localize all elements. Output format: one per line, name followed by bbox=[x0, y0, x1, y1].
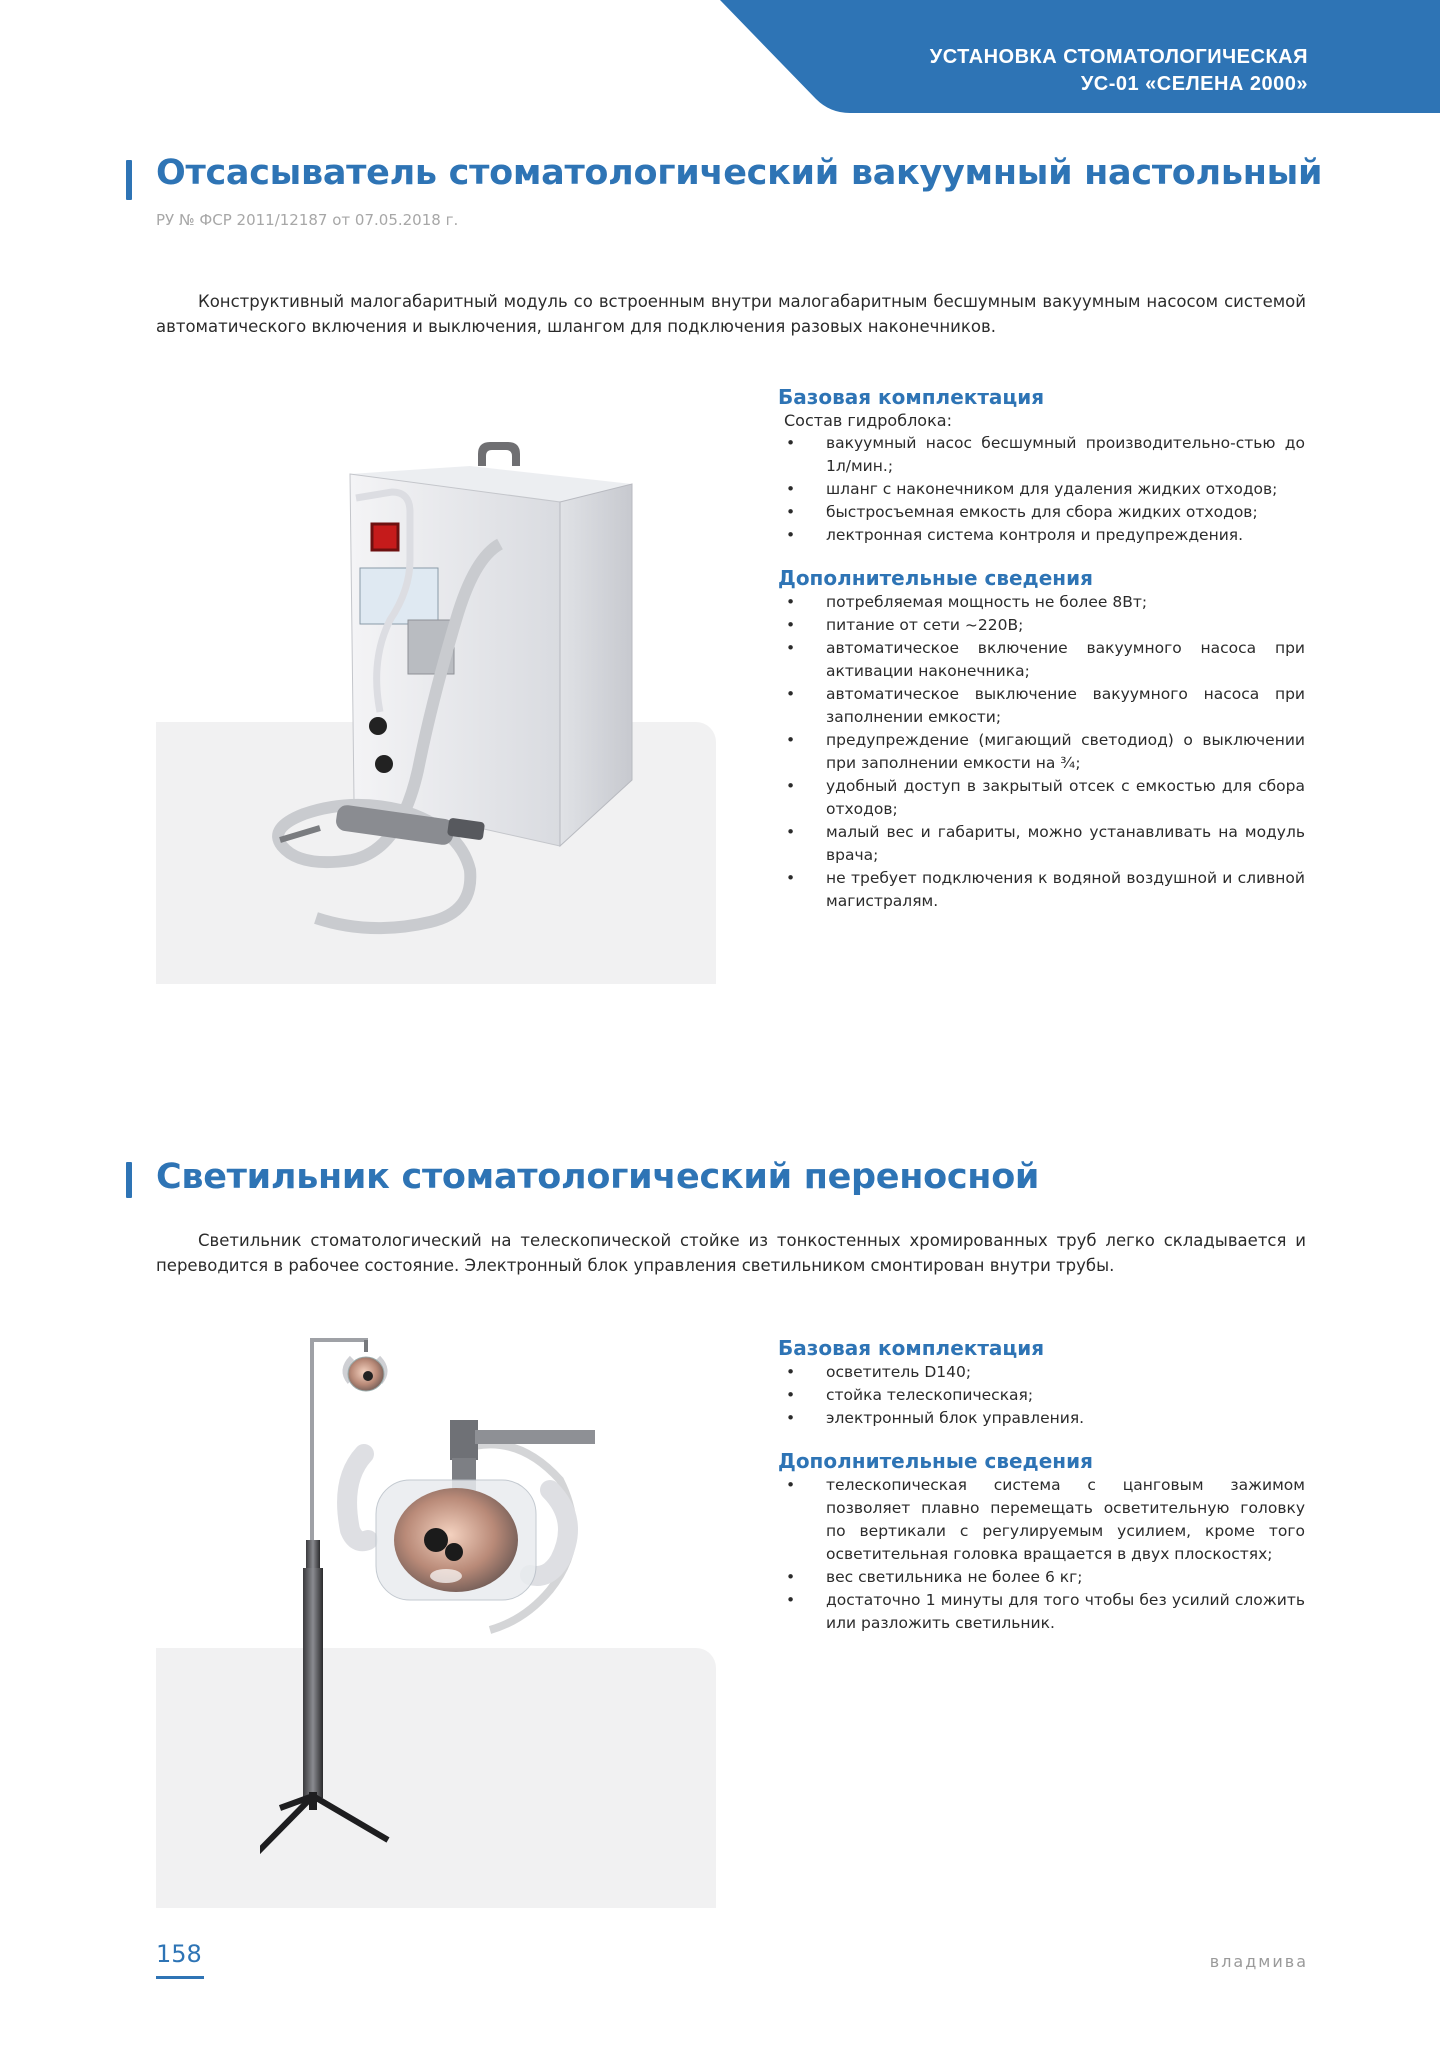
page-number-underline bbox=[156, 1976, 204, 1979]
list-item: • осветитель D140; bbox=[778, 1361, 1305, 1384]
section2-intro: Светильник стоматологический на телескопической стойке из тонкостенных хромированных труб легко складывается и переводится в рабочее состояние. Электронный блок управления светильником смонтирован внутри трубы. bbox=[156, 1231, 1306, 1275]
list-item: • малый вес и габариты, можно устанавливать на модуль врача; bbox=[786, 823, 1305, 864]
section2-specs bbox=[778, 1335, 1305, 1635]
section1-specs bbox=[778, 384, 1305, 913]
bullet-icon: • bbox=[786, 869, 796, 887]
bullet-icon: • bbox=[786, 480, 796, 498]
section1-extra-list bbox=[778, 591, 1305, 913]
section2-basic-heading: Базовая комплектация bbox=[778, 1336, 1045, 1360]
header-line-1: УСТАНОВКА СТОМАТОЛОГИЧЕСКАЯ bbox=[929, 46, 1308, 68]
list-item: • вес светильника не более 6 кг; bbox=[778, 1566, 1305, 1589]
list-item: • потребляемая мощность не более 8Вт; bbox=[778, 591, 1305, 614]
dental-lamp-photo bbox=[260, 1330, 610, 1870]
bullet-icon: • bbox=[786, 503, 796, 521]
brand-name: владмива bbox=[1209, 1952, 1308, 1971]
section1-basic-list bbox=[778, 432, 1305, 547]
bullet-icon: • bbox=[786, 731, 796, 749]
section1-title-bar bbox=[126, 160, 132, 200]
list-item: • стойка телескопическая; bbox=[778, 1384, 1305, 1407]
bullet-icon: • bbox=[786, 685, 796, 703]
section2-extra-heading: Дополнительные сведения bbox=[778, 1449, 1093, 1473]
header-title bbox=[748, 44, 1308, 98]
list-item: • шланг с наконечником для удаления жидких отходов; bbox=[778, 478, 1305, 501]
bullet-icon: • bbox=[786, 593, 796, 611]
list-item: • не требует подключения к водяной воздушной и сливной магистралям. bbox=[786, 869, 1305, 910]
list-item: • достаточно 1 минуты для того чтобы без усилий сложить или разложить светильник. bbox=[786, 1591, 1305, 1632]
list-item: • телескопическая система с цанговым зажимом позволяет плавно перемещать осветительную головку по вертикали с регулируемым усилием, кроме того осветительная головка вращается в двух плоскостях; bbox=[786, 1476, 1305, 1563]
bullet-icon: • bbox=[786, 526, 796, 544]
section2-basic-list bbox=[778, 1361, 1305, 1430]
list-item: • питание от сети ~220В; bbox=[778, 614, 1305, 637]
list-item: • предупреждение (мигающий светодиод) о выключении при заполнении емкости на ¾; bbox=[786, 731, 1305, 772]
page-number: 158 bbox=[156, 1940, 202, 1968]
list-item: • автоматическое выключение вакуумного насоса при заполнении емкости; bbox=[786, 685, 1305, 726]
bullet-icon: • bbox=[786, 1476, 796, 1494]
list-item: • автоматическое включение вакуумного насоса при активации наконечника; bbox=[786, 639, 1305, 680]
section1-basic-subheading: Состав гидроблока: bbox=[784, 411, 952, 430]
bullet-icon: • bbox=[786, 434, 796, 452]
bullet-icon: • bbox=[786, 1409, 796, 1427]
vacuum-aspirator-photo bbox=[260, 440, 650, 950]
bullet-icon: • bbox=[786, 616, 796, 634]
header-banner bbox=[720, 0, 1440, 113]
bullet-icon: • bbox=[786, 823, 796, 841]
bullet-icon: • bbox=[786, 639, 796, 657]
list-item: • вакуумный насос бесшумный производительно-стью до 1л/мин.; bbox=[786, 434, 1305, 475]
bullet-icon: • bbox=[786, 1386, 796, 1404]
section2-title-bar bbox=[126, 1162, 132, 1198]
bullet-icon: • bbox=[786, 1591, 796, 1609]
section2-title: Светильник стоматологический переносной bbox=[156, 1157, 1040, 1197]
list-item: • электронный блок управления. bbox=[778, 1407, 1305, 1430]
section2-extra-list bbox=[778, 1474, 1305, 1635]
section1-title: Отсасыватель стоматологический вакуумный настольный bbox=[156, 153, 1323, 193]
section1-extra-heading: Дополнительные сведения bbox=[778, 566, 1093, 590]
bullet-icon: • bbox=[786, 777, 796, 795]
list-item: • быстросъемная емкость для сбора жидких отходов; bbox=[778, 501, 1305, 524]
list-item: • лектронная система контроля и предупреждения. bbox=[778, 524, 1305, 547]
section1-intro: Конструктивный малогабаритный модуль со встроенным внутри малогабаритным бесшумным вакуумным насосом системой автоматического включения и выключения, шлангом для подключения разовых наконечников. bbox=[156, 292, 1306, 336]
registration-note: РУ № ФСР 2011/12187 от 07.05.2018 г. bbox=[156, 211, 459, 229]
header-line-2: УС-01 «СЕЛЕНА 2000» bbox=[1080, 73, 1308, 95]
bullet-icon: • bbox=[786, 1363, 796, 1381]
list-item: • удобный доступ в закрытый отсек с емкостью для сбора отходов; bbox=[786, 777, 1305, 818]
bullet-icon: • bbox=[786, 1568, 796, 1586]
section1-basic-heading: Базовая комплектация bbox=[778, 385, 1045, 409]
